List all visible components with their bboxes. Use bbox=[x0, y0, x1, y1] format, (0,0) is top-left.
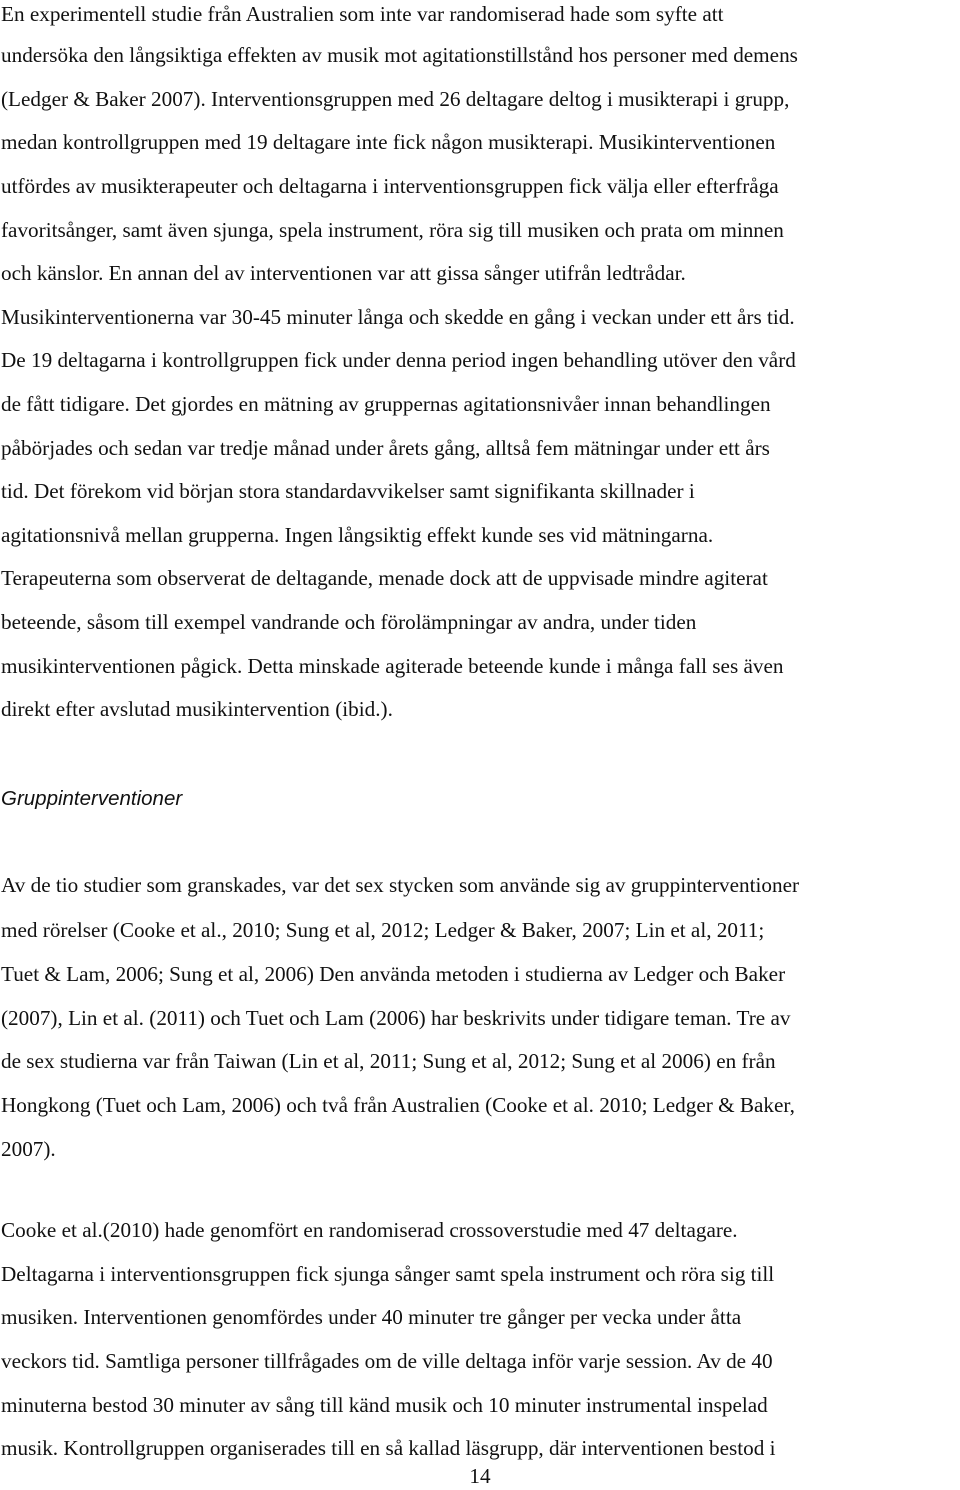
text-line: med rörelser (Cooke et al., 2010; Sung et al, 2012; Ledger & Baker, 2007; Lin et al, 2011; bbox=[1, 918, 765, 942]
text-line: Deltagarna i interventionsgruppen fick sjunga sånger samt spela instrument och röra sig till bbox=[1, 1262, 775, 1286]
text-line: medan kontrollgruppen med 19 deltagare inte fick någon musikterapi. Musikinterventionen bbox=[1, 130, 776, 154]
text-line: favoritsånger, samt även sjunga, spela instrument, röra sig till musiken och prata om minnen bbox=[1, 218, 784, 242]
page-number: 14 bbox=[469, 1464, 491, 1488]
text-line: beteende, såsom till exempel vandrande och förolämpningar av andra, under tiden bbox=[1, 610, 697, 634]
text-line: de fått tidigare. Det gjordes en mätning av gruppernas agitationsnivåer innan behandlingen bbox=[1, 392, 771, 416]
text-line: Av de tio studier som granskades, var det sex stycken som använde sig av gruppinterventioner bbox=[1, 873, 800, 897]
text-line: Cooke et al.(2010) hade genomfört en randomiserad crossoverstudie med 47 deltagare. bbox=[1, 1218, 738, 1242]
text-line: (Ledger & Baker 2007). Interventionsgruppen med 26 deltagare deltog i musikterapi i grupp, bbox=[1, 87, 790, 111]
text-line: musikinterventionen pågick. Detta minskade agiterade beteende kunde i många fall ses även bbox=[1, 654, 784, 678]
text-line: utfördes av musikterapeuter och deltagarna i interventionsgruppen fick välja eller efterfråga bbox=[1, 174, 779, 198]
text-line: Tuet & Lam, 2006; Sung et al, 2006) Den använda metoden i studierna av Ledger och Baker bbox=[1, 962, 786, 986]
text-line: de sex studierna var från Taiwan (Lin et al, 2011; Sung et al, 2012; Sung et al 2006) en från bbox=[1, 1049, 776, 1073]
text-line: påbörjades och sedan var tredje månad under årets gång, alltså fem mätningar under ett års bbox=[1, 436, 770, 460]
text-line: agitationsnivå mellan grupperna. Ingen långsiktig effekt kunde ses vid mätningarna. bbox=[1, 523, 714, 547]
text-line: De 19 deltagarna i kontrollgruppen fick under denna period ingen behandling utöver den vård bbox=[1, 348, 796, 372]
text-line: musik. Kontrollgruppen organiserades till en så kallad läsgrupp, där interventionen bestod i bbox=[1, 1436, 776, 1460]
text-line: veckors tid. Samtliga personer tillfrågades om de ville deltaga inför varje session. Av de 40 bbox=[1, 1349, 773, 1373]
text-line: Terapeuterna som observerat de deltagande, menade dock att de uppvisade mindre agiterat bbox=[1, 566, 768, 590]
section-heading: Gruppinterventioner bbox=[1, 787, 183, 810]
text-line: (2007), Lin et al. (2011) och Tuet och Lam (2006) har beskrivits under tidigare teman. Tre av bbox=[1, 1006, 791, 1030]
text-line: minuterna bestod 30 minuter av sång till känd musik och 10 minuter instrumental inspelad bbox=[1, 1393, 768, 1417]
text-line: musiken. Interventionen genomfördes under 40 minuter tre gånger per vecka under åtta bbox=[1, 1305, 742, 1329]
text-line: Hongkong (Tuet och Lam, 2006) och två från Australien (Cooke et al. 2010; Ledger & Baker, bbox=[1, 1093, 795, 1117]
text-line: Musikinterventionerna var 30-45 minuter långa och skedde en gång i veckan under ett års tid. bbox=[1, 305, 795, 329]
text-line: tid. Det förekom vid början stora standardavvikelser samt signifikanta skillnader i bbox=[1, 479, 695, 503]
text-line: 2007). bbox=[1, 1137, 56, 1161]
text-line: och känslor. En annan del av interventionen var att gissa sånger utifrån ledtrådar. bbox=[1, 261, 686, 285]
text-line: En experimentell studie från Australien som inte var randomiserad hade som syfte att bbox=[1, 2, 724, 26]
text-line: undersöka den långsiktiga effekten av musik mot agitationstillstånd hos personer med demens bbox=[1, 43, 798, 67]
text-line: direkt efter avslutad musikintervention (ibid.). bbox=[1, 697, 393, 721]
